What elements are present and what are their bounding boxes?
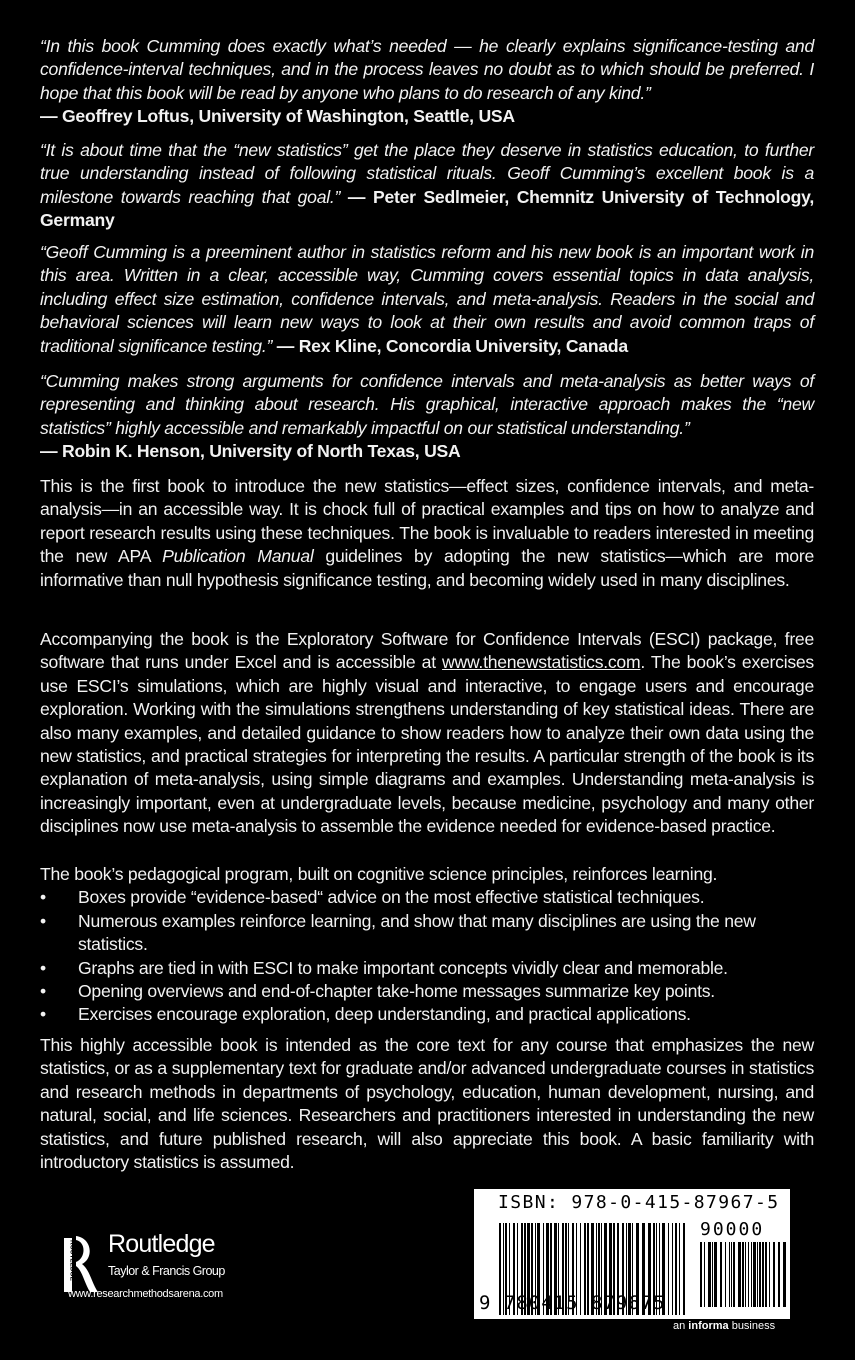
description-paragraph-1 — [40, 475, 814, 592]
text: business — [728, 1320, 776, 1332]
pedagogy-section — [40, 863, 814, 1027]
text: guidelines by adopting the new statistics—which are more informative than null hypothesis significance testing, and becoming widely used in many disciplines. — [40, 546, 814, 590]
bullet-icon: • — [40, 910, 46, 931]
barcode-bar — [759, 1242, 761, 1307]
publisher-group: Taylor & Francis Group — [108, 1264, 225, 1278]
review-quote-1 — [40, 35, 814, 129]
text: This highly accessible book is intended as the core text for any course that emphasizes the new statistics, or as a supplementary text for graduate and/or advanced undergraduate courses in statistics and research methods in departments of psychology, education, human development, nursing, and natural, social, and life sciences. Researchers and practitioners interested in understanding the new statistics, and future published research, will also appreciate this book. A basic familiarity with introductory statistics is assumed. — [40, 1035, 814, 1173]
barcode-bar — [704, 1242, 705, 1307]
barcode-bar — [733, 1242, 735, 1307]
barcode-bar — [783, 1242, 786, 1307]
description-paragraph-2 — [40, 628, 814, 839]
barcode-bar — [742, 1242, 744, 1307]
isbn-label: ISBN: 978-0-415-87967-5 — [498, 1192, 780, 1213]
barcode-bar — [714, 1242, 717, 1307]
text: This is the first book to introduce the new statistics—effect sizes, confidence intervals, and meta-analysis—in an accessible way. It is chock full of practical examples and tips on how to analyze and report research results using these techniques. The book is invaluable to readers interested in meeting the new APA — [40, 476, 814, 567]
quote-attribution: — Rex Kline, Concordia University, Canada — [276, 335, 628, 356]
barcode-bar — [762, 1242, 764, 1307]
barcode-bar — [683, 1223, 685, 1315]
website-link[interactable]: www.thenewstatistics.com — [442, 652, 641, 673]
list-item — [40, 886, 814, 909]
bullet-icon: • — [40, 887, 46, 908]
barcode-bar — [712, 1242, 713, 1307]
bullet-icon: • — [40, 1004, 46, 1025]
barcode-bar — [738, 1242, 741, 1307]
quote-text: “In this book Cumming does exactly what’s needed — he clearly explains significance-testing and confidence-interval techniques, and in the process leaves no doubt as to which should be preferred. I hope that this book will be read by anyone who plans to do research of any kind.” — [40, 36, 814, 103]
barcode-bar — [757, 1242, 758, 1307]
quote-attribution: — Geoffrey Loftus, University of Washington, Seattle, USA — [40, 106, 515, 127]
quote-attribution: — Peter Sedlmeier, Chemnitz University of Technology, Germany — [40, 186, 814, 231]
barcode-bar — [748, 1242, 749, 1307]
publisher-url[interactable]: www.researchmethodsarena.com — [68, 1288, 223, 1300]
review-quote-4 — [40, 370, 814, 464]
feature-list — [40, 886, 814, 1026]
svg-text:ROUTLEDGE: ROUTLEDGE — [68, 1240, 76, 1281]
barcode-bar — [751, 1242, 752, 1307]
list-item-text: Numerous examples reinforce learning, and show that many disciplines are using the new statistics. — [78, 910, 756, 955]
list-item — [40, 910, 814, 957]
barcode-bar — [731, 1242, 732, 1307]
isbn-barcode — [474, 1189, 790, 1319]
barcode-bar — [720, 1242, 722, 1307]
bullet-icon: • — [40, 981, 46, 1002]
quote-text: “Cumming makes strong arguments for confidence intervals and meta-analysis as better ways of representing and thinking about research. His graphical, interactive approach makes the “new statistics” highly accessible and remarkably impactful on our statistical understanding.” — [40, 371, 814, 438]
barcode-bar — [668, 1223, 669, 1315]
barcode-bar — [745, 1242, 746, 1307]
barcode-bar — [773, 1242, 775, 1307]
list-item-text: Boxes provide “evidence-based“ advice on the most effective statistical techniques. — [78, 887, 705, 908]
routledge-logo — [64, 1230, 264, 1304]
quote-text: “Geoff Cumming is a preeminent author in statistics reform and his new book is an important work in this area. Written in a clear, accessible way, Cumming covers essential topics in data analysis, including effect size estimation, confidence intervals, and meta-analysis. Readers in the social and behavioral sciences will learn new ways to look at their own results and avoid common traps of traditional significance testing.” — [40, 242, 814, 356]
text: . The book’s exercises use ESCI’s simulations, which are highly visual and interactive, to engage users and encourage exploration. Working with the simulations strengthens understanding of key statistical ideas. There are also many examples, and detailed guidance to show readers how to analyze their own data using the new statistics, and practical strategies for interpreting the results. A particular strength of the book is its explanation of meta-analysis, using simple diagrams and examples. Understanding meta-analysis is increasingly important, even at undergraduate levels, because medicine, psychology and many other disciplines now use meta-analysis to assemble the evidence needed for evidence-based practice. — [40, 652, 814, 837]
description-paragraph-4 — [40, 1034, 814, 1174]
list-item — [40, 1003, 814, 1026]
list-item-text: Opening overviews and end-of-chapter take-home messages summarize key points. — [78, 981, 715, 1002]
price-code: 90000 — [700, 1219, 765, 1240]
publisher-name: Routledge — [108, 1230, 215, 1258]
list-item-text: Exercises encourage exploration, deep understanding, and practical applications. — [78, 1004, 691, 1025]
informa-brand: informa — [688, 1320, 729, 1332]
barcode-bar — [679, 1223, 680, 1315]
barcode-bar — [672, 1223, 673, 1315]
review-quote-2 — [40, 139, 814, 233]
review-quote-3 — [40, 241, 814, 358]
informa-tagline — [673, 1320, 775, 1332]
quote-text: “It is about time that the “new statistics” get the place they deserve in statistics education, to further true understanding instead of following statistical rituals. Geoff Cumming’s excellent book is a milestone towards reaching that goal.” — [40, 140, 814, 207]
barcode-bar — [729, 1242, 730, 1307]
barcode-bar — [675, 1223, 677, 1315]
barcode-bar — [778, 1242, 780, 1307]
list-item — [40, 980, 814, 1003]
barcode-bar — [708, 1242, 711, 1307]
barcode-bar — [700, 1242, 702, 1307]
barcode-bar — [765, 1242, 767, 1307]
bullet-icon: • — [40, 957, 46, 978]
pedagogy-intro: The book’s pedagogical program, built on cognitive science principles, reinforces learning. — [40, 864, 718, 884]
barcode-bar — [725, 1242, 726, 1307]
text: Accompanying the book is the Exploratory Software for Confidence Intervals (ESCI) package, free software that runs under Excel and is accessible at — [40, 629, 814, 673]
list-item-text: Graphs are tied in with ESCI to make important concepts vividly clear and memorable. — [78, 957, 728, 978]
routledge-mark-icon — [64, 1236, 98, 1294]
italic-title: Publication Manual — [162, 546, 314, 567]
list-item — [40, 957, 814, 980]
barcode-bar — [753, 1242, 756, 1307]
text: an — [673, 1320, 689, 1332]
quote-attribution: — Robin K. Henson, University of North Texas, USA — [40, 441, 461, 462]
barcode-digits: 9 780415 879675 — [479, 1292, 666, 1314]
barcode-bar — [769, 1242, 770, 1307]
